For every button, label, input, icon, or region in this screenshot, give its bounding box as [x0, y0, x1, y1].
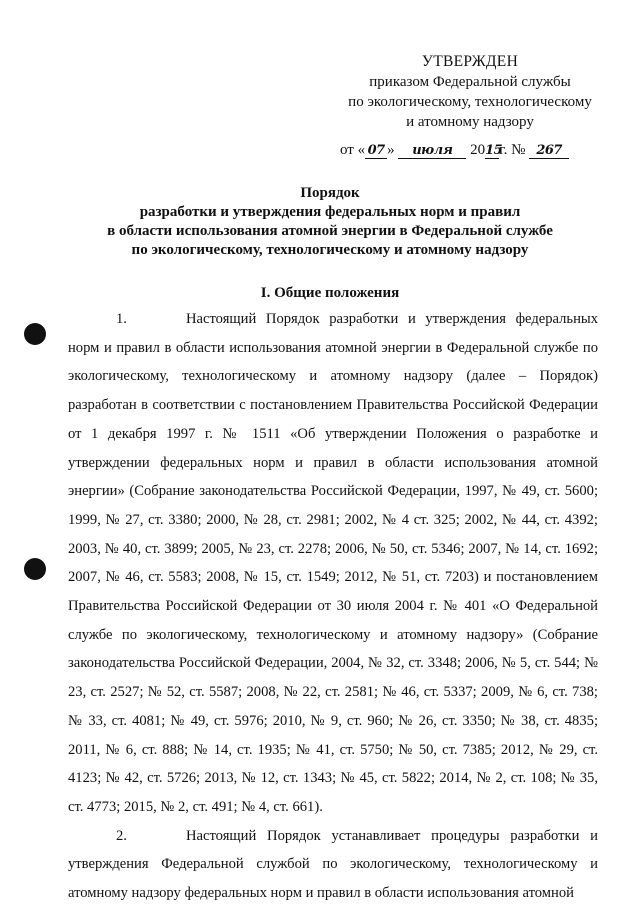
- number-prefix: г. №: [499, 142, 526, 158]
- title-line-3: в области использования атомной энергии в Федеральной службе: [107, 223, 553, 239]
- paragraph: [68, 305, 598, 822]
- approval-line-2: по экологическому, технологическому: [348, 94, 592, 110]
- handwritten-number: 267: [529, 144, 569, 159]
- paragraph: [68, 822, 598, 908]
- year-prefix: 20: [470, 142, 486, 158]
- date-prefix: от «: [340, 142, 366, 158]
- paragraph-text: Настоящий Порядок устанавливает процедуры разработки и утверждения Федеральной службой по экологическому, технологическому и атомному надзору федеральных норм и правил в области использования атомной: [68, 827, 598, 902]
- binder-hole-top: [24, 323, 46, 345]
- paragraph-number: 2.: [116, 827, 127, 844]
- date-mid: »: [387, 142, 395, 158]
- title-line-2: разработки и утверждения федеральных норм и правил: [139, 204, 521, 220]
- handwritten-month: июля: [398, 144, 466, 159]
- title-line-4: по экологическому, технологическому и атомному надзору: [131, 242, 529, 258]
- approval-line-1: приказом Федеральной службы: [369, 74, 571, 90]
- title-line-1: Порядок: [300, 185, 360, 201]
- approval-line-3: и атомному надзору: [406, 114, 534, 130]
- handwritten-year: 15: [485, 143, 503, 158]
- handwritten-day: 07: [365, 144, 387, 159]
- approval-heading: УТВЕРЖДЕН: [421, 53, 519, 70]
- paragraph-text: Настоящий Порядок разработки и утверждения федеральных норм и правил в области использования атомной энергии в Федеральной службе по экологическому, технологическому и атомному надзору (далее – Порядок) разработан в соответствии с постановлением Правительства Российской Федерации от 1 декабря 1997 г. № 1511 «Об утверждении Положения о разработке и утверждении федеральных норм и правил в области использования атомной энергии» (Собрание законодательства Российской Федерации, 1997, № 49, ст. 5600; 1999, № 27, ст. 3380; 2000, № 28, ст. 2981; 2002, № 4 ст. 325; 2002, № 44, ст. 4392; 2003, № 40, ст. 3899; 2005, № 23, ст. 2278; 2006, № 50, ст. 5346; 2007, № 14, ст. 1692; 2007, № 46, ст. 5583; 2008, № 15, ст. 1549; 2012, № 51, ст. 7203) и постановлением Правительства Российской Федерации от 30 июля 2004 г. № 401 «О Федеральной службе по экологическому, технологическому и атомному надзору» (Собрание законодательства Российской Федерации, 2004, № 32, ст. 3348; 2006, № 5, ст. 544; № 23, ст. 2527; № 52, ст. 5587; 2008, № 22, ст. 2581; № 46, ст. 5337; 2009, № 6, ст. 738; № 33, ст. 4081; № 49, ст. 5976; 2010, № 9, ст. 960; № 26, ст. 3350; № 38, ст. 4835; 2011, № 6, ст. 888; № 14, ст. 1935; № 41, ст. 5750; № 50, ст. 7385; 2012, № 29, ст. 4123; № 42, ст. 5726; 2013, № 12, ст. 1343; № 45, ст. 5822; 2014, № 2, ст. 108; № 35, ст. 4773; 2015, № 2, ст. 491; № 4, ст. 661).: [68, 311, 598, 815]
- approval-date-line: [330, 140, 610, 160]
- binder-hole-bottom: [24, 558, 46, 580]
- approval-stamp: [330, 52, 610, 160]
- document-body: [68, 305, 598, 908]
- paragraph-number: 1.: [116, 311, 127, 327]
- document-title: [60, 184, 600, 260]
- section-heading: I. Общие положения: [260, 285, 400, 301]
